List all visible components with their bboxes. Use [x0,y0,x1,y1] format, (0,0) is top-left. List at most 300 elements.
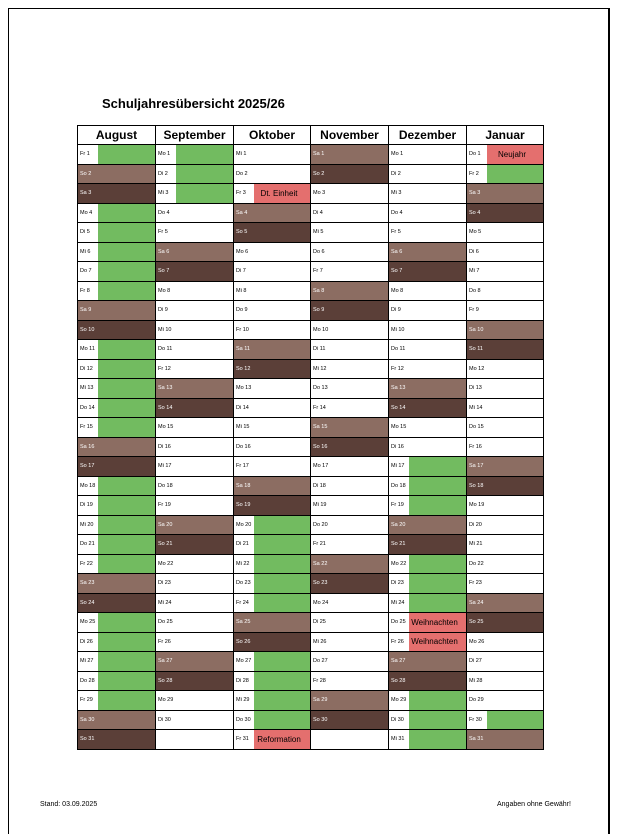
school-holiday-fill [98,243,155,262]
day-cell-august-21 [78,535,156,555]
school-holiday-fill [98,516,155,535]
day-cell-november-20 [311,515,389,535]
day-cell-august-1 [78,145,156,165]
day-label: Sa 25 [236,619,251,626]
day-label: Fr 8 [80,287,90,294]
day-label: So 7 [158,268,170,275]
day-label: Fr 10 [236,326,249,333]
day-cell-oktober-3 [234,184,311,204]
day-label: So 21 [158,541,173,548]
day-row [78,242,544,262]
day-label: Di 4 [313,209,323,216]
day-label: So 31 [80,736,95,743]
day-cell-januar-30 [467,710,544,730]
day-label: Mo 8 [158,287,171,294]
day-cell-august-17 [78,457,156,477]
school-holiday-fill [176,145,233,164]
day-label: Do 2 [236,170,248,177]
holiday-label: Weihnachten [411,617,458,627]
day-row [78,496,544,516]
school-holiday-fill [98,496,155,515]
school-holiday-fill [98,282,155,301]
day-row [78,476,544,496]
school-holiday-fill [409,457,466,476]
day-label: Di 26 [80,638,93,645]
day-label: Fr 5 [391,229,401,236]
day-row [78,164,544,184]
day-row [78,359,544,379]
day-cell-september-16 [156,437,234,457]
day-cell-oktober-25 [234,613,311,633]
day-cell-november-13 [311,379,389,399]
day-cell-dezember-17 [389,457,467,477]
day-cell-januar-16 [467,437,544,457]
day-label: Fr 9 [469,307,479,314]
day-label: Mo 22 [391,560,407,567]
holiday-label: Weihnachten [411,637,458,647]
day-label: So 14 [391,404,406,411]
day-cell-august-3 [78,184,156,204]
day-label: Fr 29 [80,697,93,704]
day-cell-januar-28 [467,671,544,691]
day-row [78,398,544,418]
day-cell-dezember-13 [389,379,467,399]
day-cell-november-16 [311,437,389,457]
day-label: Di 6 [469,248,479,255]
day-label: Mo 18 [80,482,96,489]
day-label: So 28 [158,677,173,684]
day-label: Mo 13 [236,385,252,392]
day-cell-oktober-20 [234,515,311,535]
day-cell-november-5 [311,223,389,243]
day-label: Fr 12 [158,365,171,372]
school-holiday-fill [254,711,310,730]
day-label: Do 20 [313,521,328,528]
day-label: Do 21 [80,541,95,548]
day-row [78,281,544,301]
day-label: Di 23 [158,580,171,587]
day-cell-januar-15 [467,418,544,438]
day-label: Mo 22 [158,560,174,567]
day-cell-september-20 [156,515,234,535]
school-holiday-fill [98,691,155,710]
day-label: Mo 12 [469,365,485,372]
day-cell-oktober-15 [234,418,311,438]
day-cell-oktober-19 [234,496,311,516]
day-label: Mo 8 [391,287,404,294]
day-label: So 2 [313,170,325,177]
school-holiday-fill [98,633,155,652]
day-cell-august-10 [78,320,156,340]
day-cell-november-12 [311,359,389,379]
school-holiday-fill [409,555,466,574]
day-label: Di 19 [80,502,93,509]
day-cell-oktober-6 [234,242,311,262]
day-label: Fr 30 [469,716,482,723]
day-cell-september-7 [156,262,234,282]
day-label: Di 13 [469,385,482,392]
day-label: Di 14 [236,404,249,411]
day-label: Do 13 [313,385,328,392]
day-cell-september-22 [156,554,234,574]
day-label: Mi 26 [313,638,327,645]
day-cell-dezember-3 [389,184,467,204]
day-label: So 5 [236,229,248,236]
day-label: Di 28 [236,677,249,684]
day-cell-dezember-14 [389,398,467,418]
school-holiday-fill [98,672,155,691]
school-holiday-fill [98,418,155,437]
school-holiday-fill [98,262,155,281]
day-label: Sa 1 [313,151,325,158]
day-label: Do 28 [80,677,95,684]
day-cell-oktober-12 [234,359,311,379]
day-label: So 17 [80,463,95,470]
day-cell-oktober-26 [234,632,311,652]
day-cell-oktober-28 [234,671,311,691]
school-holiday-fill [98,340,155,359]
day-cell-september-13 [156,379,234,399]
day-label: So 21 [391,541,406,548]
school-holiday-fill [409,711,466,730]
day-label: Di 9 [391,307,401,314]
day-cell-november-14 [311,398,389,418]
day-row [78,515,544,535]
day-label: Fr 15 [80,424,93,431]
day-cell-januar-18 [467,476,544,496]
day-label: So 26 [236,638,251,645]
month-header-september: September [156,126,234,145]
calendar-body [78,145,544,750]
school-holiday-fill [487,711,543,730]
day-label: Sa 27 [391,658,406,665]
day-cell-september-23 [156,574,234,594]
day-label: Mo 15 [158,424,174,431]
day-label: Do 18 [391,482,406,489]
day-cell-januar-1 [467,145,544,165]
day-label: Mo 19 [469,502,485,509]
month-header-row [78,126,544,145]
day-label: Do 4 [391,209,403,216]
day-cell-november-24 [311,593,389,613]
day-label: Do 15 [469,424,484,431]
day-cell-november-4 [311,203,389,223]
school-holiday-fill [98,555,155,574]
day-label: Mo 27 [236,658,252,665]
day-cell-dezember-8 [389,281,467,301]
day-cell-dezember-5 [389,223,467,243]
day-cell-dezember-16 [389,437,467,457]
day-cell-januar-14 [467,398,544,418]
day-cell-november-15 [311,418,389,438]
school-holiday-fill [98,652,155,671]
day-label: Mi 15 [236,424,250,431]
day-cell-august-11 [78,340,156,360]
day-label: Sa 20 [158,521,173,528]
day-label: So 9 [313,307,325,314]
day-label: So 12 [236,365,251,372]
day-cell-november-8 [311,281,389,301]
day-label: Mi 20 [80,521,94,528]
day-label: Mi 5 [313,229,324,236]
day-row [78,457,544,477]
day-label: Mi 22 [236,560,250,567]
day-cell-oktober-22 [234,554,311,574]
day-cell-november-27 [311,652,389,672]
day-label: Mi 6 [80,248,91,255]
school-holiday-fill [409,594,466,613]
day-cell-oktober-18 [234,476,311,496]
day-label: Di 9 [158,307,168,314]
day-cell-november-31 [311,730,389,750]
day-cell-november-30 [311,710,389,730]
day-label: Fr 23 [469,580,482,587]
school-holiday-fill [176,165,233,184]
day-label: Di 27 [469,658,482,665]
day-label: Sa 4 [236,209,248,216]
day-row [78,652,544,672]
day-cell-dezember-23 [389,574,467,594]
day-label: Di 30 [391,716,404,723]
day-label: Mi 24 [158,599,172,606]
day-label: Di 2 [158,170,168,177]
day-cell-oktober-30 [234,710,311,730]
day-cell-august-27 [78,652,156,672]
day-label: Di 30 [158,716,171,723]
day-label: Di 11 [313,346,326,353]
day-label: Sa 10 [469,326,484,333]
day-label: Sa 22 [313,560,328,567]
day-cell-dezember-11 [389,340,467,360]
day-label: Fr 12 [391,365,404,372]
day-label: Fr 19 [391,502,404,509]
day-cell-januar-8 [467,281,544,301]
day-cell-oktober-14 [234,398,311,418]
day-label: Mi 28 [469,677,483,684]
day-row [78,418,544,438]
day-cell-dezember-4 [389,203,467,223]
day-cell-september-12 [156,359,234,379]
day-cell-dezember-6 [389,242,467,262]
day-label: Mi 31 [391,736,405,743]
day-cell-dezember-31 [389,730,467,750]
day-label: Sa 31 [469,736,484,743]
day-cell-september-26 [156,632,234,652]
day-cell-oktober-21 [234,535,311,555]
day-cell-januar-31 [467,730,544,750]
day-label: So 19 [236,502,251,509]
day-label: Mi 10 [158,326,172,333]
day-cell-september-15 [156,418,234,438]
day-cell-oktober-16 [234,437,311,457]
day-cell-januar-25 [467,613,544,633]
day-label: Mi 12 [313,365,327,372]
day-label: Mo 24 [313,599,329,606]
day-label: Mo 11 [80,346,95,353]
day-cell-januar-13 [467,379,544,399]
day-cell-september-25 [156,613,234,633]
day-cell-september-9 [156,301,234,321]
day-label: Di 21 [236,541,249,548]
day-cell-november-10 [311,320,389,340]
day-cell-oktober-4 [234,203,311,223]
day-row [78,437,544,457]
day-row [78,184,544,204]
school-holiday-fill [98,379,155,398]
day-label: Mi 13 [80,385,94,392]
day-row [78,223,544,243]
day-cell-august-4 [78,203,156,223]
day-cell-september-1 [156,145,234,165]
day-row [78,632,544,652]
day-label: Do 11 [391,346,406,353]
day-label: Do 8 [469,287,481,294]
day-row [78,554,544,574]
day-cell-august-22 [78,554,156,574]
day-label: Mo 29 [391,697,407,704]
day-label: Do 14 [80,404,95,411]
school-holiday-fill [176,184,233,203]
school-holiday-fill [98,145,155,164]
day-label: Fr 31 [236,736,249,743]
holiday-label: Reformation [257,734,301,744]
day-cell-oktober-24 [234,593,311,613]
day-label: Do 29 [469,697,484,704]
day-cell-januar-23 [467,574,544,594]
day-label: Do 25 [391,619,406,626]
day-cell-september-10 [156,320,234,340]
day-cell-august-5 [78,223,156,243]
day-cell-dezember-24 [389,593,467,613]
day-label: Do 27 [313,658,328,665]
day-label: Mo 15 [391,424,407,431]
day-cell-dezember-25 [389,613,467,633]
day-label: So 7 [391,268,403,275]
day-label: Do 6 [313,248,325,255]
day-label: Sa 3 [80,190,92,197]
day-label: Fr 21 [313,541,326,548]
school-holiday-fill [254,555,310,574]
disclaimer: Angaben ohne Gewähr! [497,801,571,808]
day-label: Fr 26 [158,638,171,645]
day-label: Mo 3 [313,190,326,197]
day-cell-august-13 [78,379,156,399]
day-row [78,320,544,340]
day-cell-dezember-26 [389,632,467,652]
day-label: Mi 14 [469,404,483,411]
day-label: Mo 1 [391,151,404,158]
day-label: Di 7 [236,268,246,275]
day-cell-august-18 [78,476,156,496]
day-label: Di 25 [313,619,326,626]
day-cell-august-15 [78,418,156,438]
day-label: Di 2 [391,170,401,177]
day-cell-dezember-28 [389,671,467,691]
day-label: Mo 5 [469,229,482,236]
day-cell-september-14 [156,398,234,418]
day-cell-dezember-7 [389,262,467,282]
day-cell-august-25 [78,613,156,633]
day-cell-november-26 [311,632,389,652]
day-cell-november-2 [311,164,389,184]
day-label: Mo 10 [313,326,329,333]
day-cell-september-5 [156,223,234,243]
day-cell-dezember-15 [389,418,467,438]
day-label: Sa 13 [391,385,406,392]
school-holiday-fill [98,360,155,379]
day-cell-dezember-2 [389,164,467,184]
day-label: Sa 18 [236,482,251,489]
day-label: Di 16 [391,443,404,450]
day-label: Fr 14 [313,404,326,411]
day-row [78,145,544,165]
day-row [78,203,544,223]
day-label: So 23 [313,580,328,587]
day-cell-oktober-5 [234,223,311,243]
day-label: Sa 3 [469,190,481,197]
day-cell-september-3 [156,184,234,204]
day-cell-dezember-20 [389,515,467,535]
day-cell-dezember-1 [389,145,467,165]
day-label: Sa 17 [469,463,484,470]
day-cell-januar-2 [467,164,544,184]
day-cell-august-23 [78,574,156,594]
day-label: Mi 24 [391,599,405,606]
day-cell-september-19 [156,496,234,516]
day-row [78,301,544,321]
school-holiday-fill [254,574,310,593]
day-cell-dezember-18 [389,476,467,496]
day-cell-november-25 [311,613,389,633]
day-cell-september-8 [156,281,234,301]
day-cell-august-8 [78,281,156,301]
day-cell-november-21 [311,535,389,555]
school-holiday-fill [254,535,310,554]
day-cell-januar-4 [467,203,544,223]
day-label: Fr 28 [313,677,326,684]
day-label: Mo 6 [236,248,249,255]
page-title: Schuljahresübersicht 2025/26 [102,96,285,111]
day-label: So 18 [469,482,484,489]
school-holiday-fill [98,477,155,496]
day-label: Sa 11 [236,346,250,353]
day-label: Do 22 [469,560,484,567]
day-cell-januar-6 [467,242,544,262]
day-cell-november-1 [311,145,389,165]
day-label: Sa 16 [80,443,95,450]
month-header-januar: Januar [467,126,544,145]
day-cell-august-29 [78,691,156,711]
day-cell-november-19 [311,496,389,516]
day-cell-november-22 [311,554,389,574]
holiday-label: Neujahr [497,149,526,159]
day-cell-september-11 [156,340,234,360]
day-cell-september-2 [156,164,234,184]
day-cell-oktober-8 [234,281,311,301]
day-cell-dezember-12 [389,359,467,379]
day-cell-januar-5 [467,223,544,243]
day-cell-september-30 [156,710,234,730]
day-cell-oktober-11 [234,340,311,360]
day-label: Fr 7 [313,268,323,275]
month-header-dezember: Dezember [389,126,467,145]
day-label: Sa 30 [80,716,95,723]
day-label: Sa 23 [80,580,95,587]
school-holiday-fill [254,672,310,691]
day-row [78,379,544,399]
day-cell-januar-9 [467,301,544,321]
day-cell-dezember-29 [389,691,467,711]
